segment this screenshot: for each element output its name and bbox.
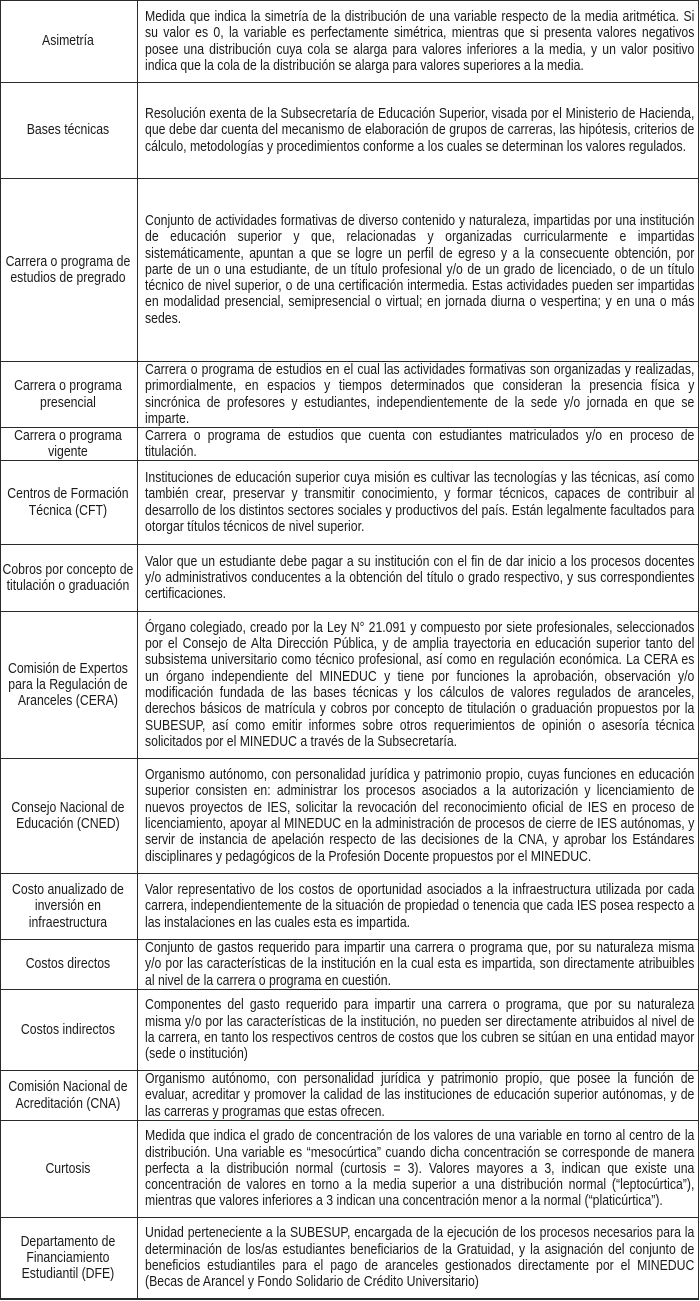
- definition-text: Medida que indica el grado de concentración de los valores de una variable en torno al centro de la distribución. Una variable es “mesocúrtica” cuando dicha concentración se corresponde de manera perfecta a la distribución normal (curtosis = 3). Valores mayores a 3, indican que existe una concentración de valores en torno a la media superior a una distribución normal (“leptocúrtica”), mientras que valores inferiores a 3 indican una concentración menor a la normal (“platicúrtica”).: [145, 1128, 695, 1210]
- definition-cell: [138, 990, 699, 1070]
- definition-text: Valor que un estudiante debe pagar a su institución con el fin de dar inicio a los procesos docentes y/o administrativos conducentes a la obtención del título o grado respectivo, y sus correspondientes certificaciones.: [145, 553, 695, 603]
- table-row: [0, 361, 699, 427]
- definition-text: Componentes del gasto requerido para impartir una carrera o programa, que por su naturaleza misma y/o por las características de la institución, no pueden ser directamente atribuidos al nivel de la carrera, en tanto los respectivos centros de costos que los cubren se sitúan en una entidad mayor (sede o institución): [145, 997, 695, 1063]
- term-cell: [0, 1, 138, 82]
- definition-cell: [138, 362, 699, 427]
- term-cell: [0, 83, 138, 178]
- term-text: Asimetría: [42, 33, 94, 50]
- definition-cell: [138, 83, 699, 178]
- term-cell: [0, 612, 138, 758]
- term-text: Carrera o programa de estudios de pregrado: [5, 253, 131, 286]
- term-text: Curtosis: [45, 1160, 91, 1177]
- term-cell: [0, 759, 138, 873]
- term-cell: [0, 179, 138, 361]
- definition-cell: [138, 461, 699, 544]
- term-cell: [0, 990, 138, 1070]
- definition-cell: [138, 1121, 699, 1217]
- term-cell: [0, 362, 138, 427]
- definition-cell: [138, 428, 699, 460]
- term-text: Cobros por concepto de titulación o graduación: [2, 561, 134, 594]
- definition-cell: [138, 759, 699, 873]
- table-row: [0, 611, 699, 758]
- definition-cell: [138, 1, 699, 82]
- term-text: Consejo Nacional de Educación (CNED): [11, 799, 125, 832]
- table-row: [0, 544, 699, 611]
- term-text: Costos directos: [25, 956, 111, 973]
- definition-text: Instituciones de educación superior cuya misión es cultivar las tecnologías y las técnicas, así como también crear, preservar y transmitir conocimiento, y formar técnicos, capaces de contribuir al desarrollo de los distintos sectores sociales y productivos del país. Están legalmente facultados para otorgar títulos técnicos de nivel superior.: [145, 469, 695, 535]
- definition-cell: [138, 1071, 699, 1120]
- definition-text: Resolución exenta de la Subsecretaría de Educación Superior, visada por el Ministerio de Hacienda, que debe dar cuenta del mecanismo de elaboración de grupos de carreras, las hipótesis, criterios de cálculo, metodologías y procedimientos conforme a los cuales se determinan los valores regulados.: [145, 106, 695, 155]
- definition-cell: [138, 874, 699, 939]
- table-row: [0, 873, 699, 939]
- definition-text: Organismo autónomo, con personalidad jurídica y patrimonio propio, que posee la función de evaluar, acreditar y promover la calidad de las instituciones de educación superior autónomas, y de las carreras y programas que estas ofrecen.: [145, 1071, 695, 1120]
- term-cell: [0, 874, 138, 939]
- definition-cell: [138, 179, 699, 361]
- term-cell: [0, 1121, 138, 1217]
- definition-cell: [138, 612, 699, 758]
- definition-text: Organismo autónomo, con personalidad jurídica y patrimonio propio, cuyas funciones en educación superior consisten en: administrar los procesos asociados a la autorización y licenciamiento de nuevos proyectos de IES, solicitar la revocación del reconocimiento oficial de IES en proceso de licenciamiento, apoyar al MINEDUC en la administración de procesos de cierre de IES autónomas, y servir de instancia de apelación respecto de las decisiones de la CNA, y aprobar los Estándares disciplinares y pedagógicos de la Profesión Docente propuestos por el MINEDUC.: [145, 767, 695, 865]
- definition-cell: [138, 940, 699, 989]
- table-row: [0, 939, 699, 989]
- term-cell: [0, 461, 138, 544]
- term-cell: [0, 1071, 138, 1120]
- definition-cell: [138, 1218, 699, 1298]
- term-text: Costo anualizado de inversión en infraestructura: [12, 882, 124, 931]
- definition-text: Medida que indica la simetría de la distribución de una variable respecto de la media aritmética. Si su valor es 0, la variable es perfectamente simétrica, mientras que si presenta valores negativos posee una distribución cuya cola se alarga para valores inferiores a la media, y un valor positivo indica que la cola de la distribución se alarga para valores superiores a la media.: [145, 8, 695, 74]
- term-cell: [0, 545, 138, 611]
- term-text: Comisión de Expertos para la Regulación de Aranceles (CERA): [7, 660, 128, 710]
- table-row: [0, 427, 699, 460]
- table-row: [0, 1217, 699, 1300]
- definition-text: Órgano colegiado, creado por la Ley N° 21.091 y compuesto por siete profesionales, seleccionados por el Consejo de Alta Dirección Pública, y de amplia trayectoria en educación superior tanto del subsistema universitario como técnico profesional, así como en regulación económica. La CERA es un órgano independiente del MINEDUC y tiene por funciones la aprobación, observación y/o modificación fundada de las bases técnicas y los cálculos de valores regulados de aranceles, derechos básicos de matrícula y cobros por concepto de titulación o graduación propuestos por la SUBESUP, así como emitir informes sobre otros requerimientos de opinión o asesoría técnica solicitados por el MINEDUC a través de la Subsecretaría.: [145, 619, 695, 750]
- table-row: [0, 178, 699, 361]
- definition-text: Conjunto de gastos requerido para impartir una carrera o programa que, por su naturaleza misma y/o por las características de la institución en la cual esta es impartida, son directamente atribuibles al nivel de la carrera o programa en cuestión.: [145, 940, 695, 989]
- definition-text: Conjunto de actividades formativas de diverso contenido y naturaleza, impartidas por una institución de educación superior y que, relacionadas y organizadas curricularmente e impartidas sistemáticamente, apuntan a que se logre un perfil de egreso y a la consecuente obtención, por parte de un o una estudiante, de un título profesional y/o de un grado de licenciado, o de un título técnico de nivel superior, o de una certificación intermedia. Estas actividades pueden ser impartidas en modalidad presencial, semipresencial o virtual; en jornada diurna o vespertina; y en una o más sedes.: [145, 212, 695, 327]
- term-text: Costos indirectos: [20, 1021, 115, 1038]
- term-text: Centros de Formación Técnica (CFT): [7, 486, 129, 519]
- definition-cell: [138, 545, 699, 611]
- definition-text: Carrera o programa de estudios en el cual las actividades formativas son organizadas y realizadas, primordialmente, en espacios y tiempos determinados que consideran la presencia física y sincrónica de profesores y estudiantes, independientemente de la sede y/o jornada en que se imparte.: [145, 362, 695, 427]
- term-cell: [0, 940, 138, 989]
- table-row: [0, 1070, 699, 1120]
- term-text: Carrera o programa vigente: [14, 428, 122, 460]
- definition-text: Unidad perteneciente a la SUBESUP, encargada de la ejecución de los procesos necesarios para la determinación de los/as estudiantes beneficiarios de la Gratuidad, y la asignación del conjunto de beneficios estudiantiles para el pago de aranceles gestionados directamente por el MINEDUC (Becas de Arancel y Fondo Solidario de Crédito Universitario): [145, 1225, 695, 1291]
- definition-text: Valor representativo de los costos de oportunidad asociados a la infraestructura utilizada por cada carrera, independientemente de la situación de propiedad o tenencia que cada IES posea respecto a las instalaciones en las cuales esta es impartida.: [145, 882, 695, 931]
- term-text: Comisión Nacional de Acreditación (CNA): [8, 1079, 128, 1112]
- term-text: Departamento de Financiamiento Estudiantil (DFE): [20, 1233, 116, 1283]
- table-row: [0, 989, 699, 1070]
- table-row: [0, 758, 699, 873]
- table-row: [0, 1120, 699, 1217]
- term-cell: [0, 428, 138, 460]
- definition-text: Carrera o programa de estudios que cuenta con estudiantes matriculados y/o en proceso de titulación.: [145, 428, 695, 460]
- term-text: Bases técnicas: [26, 122, 110, 139]
- table-row: [0, 0, 699, 82]
- table-row: [0, 460, 699, 544]
- term-cell: [0, 1218, 138, 1298]
- term-text: Carrera o programa presencial: [14, 378, 122, 411]
- table-row: [0, 82, 699, 178]
